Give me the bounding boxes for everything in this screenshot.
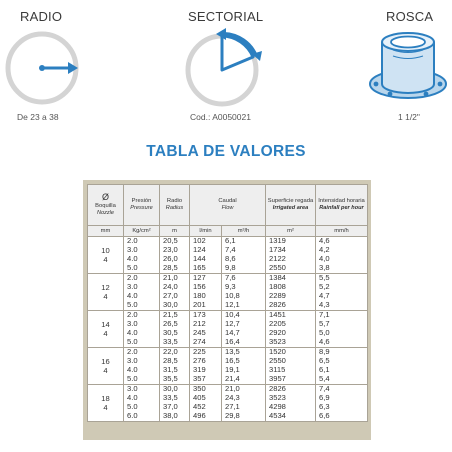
table-cell: 13,5 — [222, 348, 266, 358]
nozzle-value: 10 — [101, 246, 110, 255]
table-cell: 27,1 — [222, 403, 266, 412]
table-cell: 3957 — [266, 375, 316, 385]
table-cell: 30,0 — [160, 301, 190, 311]
table-cell: 6,5 — [316, 357, 368, 366]
table-cell: 201 — [190, 301, 222, 311]
table-cell: 144 — [190, 255, 222, 264]
table-cell: 3.0 — [124, 357, 160, 366]
nozzle-cell — [88, 274, 124, 311]
sector-circle-icon — [182, 26, 264, 108]
unit-cell: mm — [88, 226, 124, 237]
radius-circle-icon — [4, 30, 80, 106]
table-cell: 350 — [190, 385, 222, 395]
table-cell: 12,7 — [222, 320, 266, 329]
table-cell: 2122 — [266, 255, 316, 264]
table-cell: 1808 — [266, 283, 316, 292]
nozzle-cell — [88, 385, 124, 422]
table-cell: 6.0 — [124, 412, 160, 422]
table-cell: 9,8 — [222, 264, 266, 274]
rosca-title: ROSCA — [386, 9, 434, 24]
table-cell: 9,3 — [222, 283, 266, 292]
unit-cell: m² — [266, 226, 316, 237]
table-cell: 2920 — [266, 329, 316, 338]
values-table-frame — [83, 180, 371, 440]
table-cell: 4,6 — [316, 237, 368, 247]
table-cell: 29,8 — [222, 412, 266, 422]
table-cell: 3115 — [266, 366, 316, 375]
table-cell: 5,0 — [316, 329, 368, 338]
header-presion: Presión Pressure — [124, 185, 160, 226]
header-intensidad: Intensidad horaria Rainfall per hour — [316, 185, 368, 226]
table-cell: 5,7 — [316, 320, 368, 329]
table-cell: 180 — [190, 292, 222, 301]
table-cell: 7,1 — [316, 311, 368, 321]
table-cell: 33,5 — [160, 338, 190, 348]
table-cell: 173 — [190, 311, 222, 321]
table-row — [88, 264, 368, 274]
table-cell: 319 — [190, 366, 222, 375]
table-cell: 1319 — [266, 237, 316, 247]
table-cell: 1451 — [266, 311, 316, 321]
table-cell: 245 — [190, 329, 222, 338]
table-cell: 2.0 — [124, 274, 160, 284]
table-cell: 3.0 — [124, 320, 160, 329]
radio-title: RADIO — [20, 9, 63, 24]
table-cell: 28,5 — [160, 264, 190, 274]
table-cell: 1520 — [266, 348, 316, 358]
table-body — [88, 237, 368, 422]
table-cell: 4,0 — [316, 255, 368, 264]
table-cell: 5,5 — [316, 274, 368, 284]
table-cell: 496 — [190, 412, 222, 422]
nozzle-value: 4 — [103, 255, 108, 264]
table-cell: 7,4 — [316, 385, 368, 395]
table-row — [88, 375, 368, 385]
table-cell: 1734 — [266, 246, 316, 255]
table-cell: 6,9 — [316, 394, 368, 403]
rosca-caption: 1 1/2" — [398, 112, 420, 122]
sectorial-title: SECTORIAL — [188, 9, 264, 24]
nozzle-value: 4 — [103, 292, 108, 301]
table-cell: 23,0 — [160, 246, 190, 255]
table-cell: 2826 — [266, 385, 316, 395]
table-cell: 5.0 — [124, 338, 160, 348]
nozzle-value: 14 — [101, 320, 110, 329]
table-cell: 127 — [190, 274, 222, 284]
table-cell: 276 — [190, 357, 222, 366]
table-cell: 22,0 — [160, 348, 190, 358]
table-cell: 2205 — [266, 320, 316, 329]
table-cell: 2550 — [266, 357, 316, 366]
table-cell: 5.0 — [124, 375, 160, 385]
table-cell: 6,1 — [316, 366, 368, 375]
table-cell: 38,0 — [160, 412, 190, 422]
table-cell: 10,4 — [222, 311, 266, 321]
table-cell: 19,1 — [222, 366, 266, 375]
table-cell: 5,4 — [316, 375, 368, 385]
table-cell: 16,5 — [222, 357, 266, 366]
table-cell: 7,6 — [222, 274, 266, 284]
table-cell: 2289 — [266, 292, 316, 301]
table-cell: 4.0 — [124, 394, 160, 403]
table-cell: 21,0 — [160, 274, 190, 284]
table-cell: 37,0 — [160, 403, 190, 412]
table-cell: 30,0 — [160, 385, 190, 395]
table-cell: 21,5 — [160, 311, 190, 321]
table-cell: 35,5 — [160, 375, 190, 385]
table-cell: 33,5 — [160, 394, 190, 403]
threaded-fitting-icon — [366, 28, 450, 110]
table-cell: 14,7 — [222, 329, 266, 338]
nozzle-value: 4 — [103, 366, 108, 375]
table-cell: 4,2 — [316, 246, 368, 255]
table-cell: 2.0 — [124, 237, 160, 247]
table-cell: 452 — [190, 403, 222, 412]
header-radio: Radio Radius — [160, 185, 190, 226]
header-area — [0, 0, 452, 135]
table-cell: 12,1 — [222, 301, 266, 311]
table-cell: 24,3 — [222, 394, 266, 403]
header-boquilla: Ø Boquilla Nozzle — [88, 185, 124, 226]
values-table — [87, 184, 368, 422]
table-cell: 4534 — [266, 412, 316, 422]
table-cell: 225 — [190, 348, 222, 358]
table-cell: 4.0 — [124, 255, 160, 264]
header-superficie: Superficie regada Irrigated area — [266, 185, 316, 226]
table-cell: 2.0 — [124, 348, 160, 358]
table-cell: 30,5 — [160, 329, 190, 338]
table-row — [88, 412, 368, 422]
nozzle-cell — [88, 237, 124, 274]
table-cell: 2826 — [266, 301, 316, 311]
table-cell: 212 — [190, 320, 222, 329]
table-cell: 6,3 — [316, 403, 368, 412]
table-cell: 8,6 — [222, 255, 266, 264]
table-cell: 3.0 — [124, 246, 160, 255]
nozzle-cell — [88, 348, 124, 385]
table-cell: 26,5 — [160, 320, 190, 329]
table-row — [88, 338, 368, 348]
table-cell: 124 — [190, 246, 222, 255]
table-cell: 4298 — [266, 403, 316, 412]
table-row — [88, 301, 368, 311]
table-cell: 28,5 — [160, 357, 190, 366]
table-cell: 26,0 — [160, 255, 190, 264]
nozzle-value: 4 — [103, 403, 108, 412]
table-cell: 27,0 — [160, 292, 190, 301]
table-header-row — [88, 185, 368, 226]
header-caudal: Caudal Flow — [190, 185, 266, 226]
table-cell: 3.0 — [124, 283, 160, 292]
nozzle-value: 18 — [101, 394, 110, 403]
table-cell: 2.0 — [124, 311, 160, 321]
units-row — [88, 226, 368, 237]
unit-cell: m³/h — [222, 226, 266, 237]
table-cell: 3.0 — [124, 385, 160, 395]
table-cell: 5,2 — [316, 283, 368, 292]
nozzle-value: 4 — [103, 329, 108, 338]
radio-caption: De 23 a 38 — [17, 112, 59, 122]
table-cell: 4.0 — [124, 366, 160, 375]
table-cell: 7,4 — [222, 246, 266, 255]
table-cell: 1384 — [266, 274, 316, 284]
unit-cell: m — [160, 226, 190, 237]
unit-cell: l/min — [190, 226, 222, 237]
table-cell: 4.0 — [124, 292, 160, 301]
table-cell: 405 — [190, 394, 222, 403]
table-cell: 102 — [190, 237, 222, 247]
table-cell: 3523 — [266, 394, 316, 403]
table-cell: 21,4 — [222, 375, 266, 385]
table-cell: 4,7 — [316, 292, 368, 301]
table-cell: 6,6 — [316, 412, 368, 422]
table-cell: 4,3 — [316, 301, 368, 311]
table-cell: 8,9 — [316, 348, 368, 358]
table-cell: 5.0 — [124, 403, 160, 412]
unit-cell: Kg/cm² — [124, 226, 160, 237]
unit-cell: mm/h — [316, 226, 368, 237]
table-cell: 16,4 — [222, 338, 266, 348]
table-cell: 4.0 — [124, 329, 160, 338]
nozzle-value: 16 — [101, 357, 110, 366]
table-cell: 21,0 — [222, 385, 266, 395]
table-cell: 2550 — [266, 264, 316, 274]
table-cell: 3523 — [266, 338, 316, 348]
sectorial-caption: Cod.: A0050021 — [190, 112, 251, 122]
table-title: TABLA DE VALORES — [146, 143, 306, 160]
table-cell: 10,8 — [222, 292, 266, 301]
table-cell: 3,8 — [316, 264, 368, 274]
nozzle-cell — [88, 311, 124, 348]
table-cell: 31,5 — [160, 366, 190, 375]
table-cell: 5.0 — [124, 301, 160, 311]
table-cell: 156 — [190, 283, 222, 292]
nozzle-value: 12 — [101, 283, 110, 292]
table-cell: 274 — [190, 338, 222, 348]
table-cell: 6,1 — [222, 237, 266, 247]
table-cell: 24,0 — [160, 283, 190, 292]
table-cell: 165 — [190, 264, 222, 274]
table-cell: 4,6 — [316, 338, 368, 348]
table-cell: 20,5 — [160, 237, 190, 247]
table-cell: 5.0 — [124, 264, 160, 274]
table-cell: 357 — [190, 375, 222, 385]
